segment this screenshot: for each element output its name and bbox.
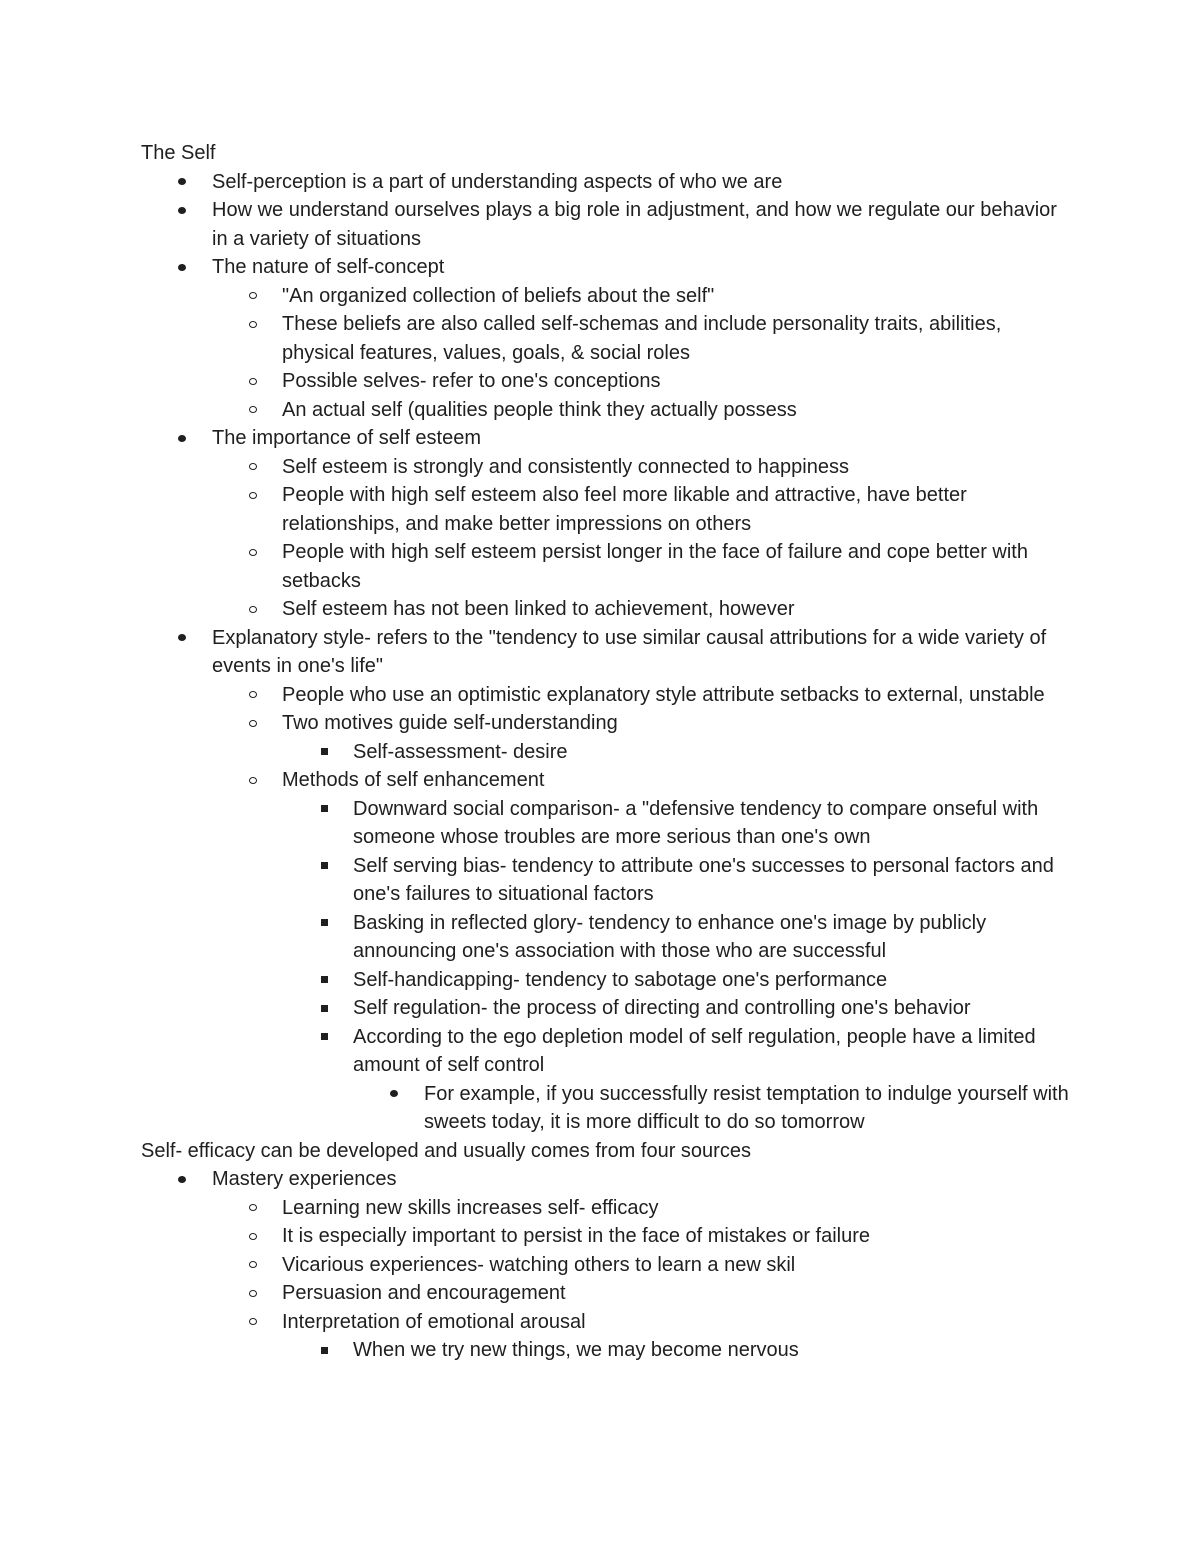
hollow-circle-icon xyxy=(246,1222,260,1251)
outline-item-level-1 xyxy=(212,253,1062,282)
filled-disc-icon xyxy=(175,624,189,653)
filled-square-icon xyxy=(317,852,331,881)
outline-item-level-2 xyxy=(282,367,1072,396)
outline-item-text: These beliefs are also called self-schemas and include personality traits, abilities, physical features, values, goals, & social roles xyxy=(282,313,1002,364)
outline-item-level-4 xyxy=(424,1080,1074,1137)
filled-disc-icon xyxy=(175,196,189,225)
filled-disc-icon xyxy=(175,253,189,282)
document-page xyxy=(0,139,1200,1365)
outline-item-text: When we try new things, we may become nervous xyxy=(353,1339,799,1361)
outline-item-text: Mastery experiences xyxy=(212,1168,397,1190)
outline-item-text: Persuasion and encouragement xyxy=(282,1282,566,1304)
filled-disc-icon xyxy=(175,168,189,197)
outline-item-text: How we understand ourselves plays a big role in adjustment, and how we regulate our behavior in a variety of situations xyxy=(212,199,1057,250)
outline-item-level-3 xyxy=(353,994,1073,1023)
outline-item-text: Methods of self enhancement xyxy=(282,769,545,791)
outline-item-level-2 xyxy=(282,538,1072,595)
hollow-circle-icon xyxy=(246,766,260,795)
outline-list-self-efficacy xyxy=(0,1165,1200,1365)
outline-item-level-2 xyxy=(282,1222,1072,1251)
outline-item-text: Interpretation of emotional arousal xyxy=(282,1310,586,1333)
outline-item-level-1 xyxy=(212,1165,1062,1194)
outline-item-level-2 xyxy=(282,481,1072,538)
hollow-circle-icon xyxy=(246,1194,260,1223)
hollow-circle-icon xyxy=(246,282,260,311)
outline-item-text: Self serving bias- tendency to attribute one's successes to personal factors and one's failures to situational factors xyxy=(353,854,1054,905)
outline-item-level-2 xyxy=(282,396,1072,425)
outline-item-level-1 xyxy=(212,168,1062,197)
outline-item-level-1 xyxy=(212,424,1062,453)
hollow-circle-icon xyxy=(246,595,260,624)
section-heading-self-efficacy: Self- efficacy can be developed and usually comes from four sources xyxy=(141,1139,751,1162)
outline-item-text: Self esteem is strongly and consistently connected to happiness xyxy=(282,455,849,478)
hollow-circle-icon xyxy=(246,681,260,710)
outline-item-text: The importance of self esteem xyxy=(212,427,482,449)
outline-item-text: The nature of self-concept xyxy=(212,256,445,278)
outline-list-the-self xyxy=(0,168,1200,1137)
outline-item-text: Vicarious experiences- watching others to learn a new skil xyxy=(282,1253,796,1276)
outline-item-text: Learning new skills increases self- efficacy xyxy=(282,1196,659,1219)
outline-item-text: Possible selves- refer to one's conceptions xyxy=(282,370,661,392)
outline-item-level-2 xyxy=(282,1279,1072,1308)
filled-square-icon xyxy=(317,966,331,995)
outline-item-text: Self regulation- the process of directing and controlling one's behavior xyxy=(353,997,971,1019)
outline-item-level-2 xyxy=(282,1308,1072,1337)
outline-item-level-2 xyxy=(282,310,1072,367)
outline-item-level-2 xyxy=(282,681,1072,710)
outline-item-level-2 xyxy=(282,1251,1072,1280)
filled-square-icon xyxy=(317,909,331,938)
hollow-circle-icon xyxy=(246,1308,260,1337)
hollow-circle-icon xyxy=(246,709,260,738)
outline-item-level-2 xyxy=(282,595,1072,624)
outline-item-level-2 xyxy=(282,766,1072,795)
outline-item-text: Self-perception is a part of understanding aspects of who we are xyxy=(212,170,783,193)
filled-disc-icon xyxy=(175,424,189,453)
outline-item-text: Self-assessment- desire xyxy=(353,740,568,763)
outline-item-text: Self-handicapping- tendency to sabotage one's performance xyxy=(353,968,888,991)
outline-item-text: Basking in reflected glory- tendency to enhance one's image by publicly announcing one's association with those who are successful xyxy=(353,911,987,962)
hollow-circle-icon xyxy=(246,1279,260,1308)
outline-item-level-3 xyxy=(353,795,1073,852)
outline-item-level-2 xyxy=(282,282,1072,311)
outline-item-text: Two motives guide self-understanding xyxy=(282,712,618,734)
outline-item-text: It is especially important to persist in the face of mistakes or failure xyxy=(282,1225,871,1247)
outline-item-level-3 xyxy=(353,1023,1073,1080)
filled-square-icon xyxy=(317,1023,331,1052)
filled-disc-icon xyxy=(175,1165,189,1194)
outline-item-level-2 xyxy=(282,709,1072,738)
outline-item-level-2 xyxy=(282,453,1072,482)
outline-item-text: People with high self esteem also feel more likable and attractive, have better relationships, and make better impressions on others xyxy=(282,484,967,535)
outline-item-level-3 xyxy=(353,966,1073,995)
outline-item-text: Downward social comparison- a "defensive tendency to compare onseful with someone whose troubles are more serious than one's own xyxy=(353,797,1039,848)
hollow-circle-icon xyxy=(246,310,260,339)
outline-item-level-3 xyxy=(353,1336,1073,1365)
outline-item-text: "An organized collection of beliefs about the self" xyxy=(282,284,715,307)
outline-item-text: People who use an optimistic explanatory style attribute setbacks to external, unstable xyxy=(282,683,1045,706)
hollow-circle-icon xyxy=(246,481,260,510)
section-heading-the-self: The Self xyxy=(141,142,216,164)
outline-item-level-2 xyxy=(282,1194,1072,1223)
hollow-circle-icon xyxy=(246,453,260,482)
outline-item-text: Self esteem has not been linked to achievement, however xyxy=(282,598,795,620)
outline-item-level-3 xyxy=(353,738,1073,767)
filled-square-icon xyxy=(317,1336,331,1365)
outline-item-text: An actual self (qualities people think they actually possess xyxy=(282,398,797,421)
hollow-circle-icon xyxy=(246,396,260,425)
hollow-circle-icon xyxy=(246,367,260,396)
outline-item-text: Explanatory style- refers to the "tendency to use similar causal attributions for a wide variety of events in one's life" xyxy=(212,626,1047,677)
outline-item-text: According to the ego depletion model of self regulation, people have a limited amount of self control xyxy=(353,1025,1036,1076)
filled-square-icon xyxy=(317,994,331,1023)
hollow-circle-icon xyxy=(246,538,260,567)
filled-square-icon xyxy=(317,795,331,824)
outline-item-level-1 xyxy=(212,624,1062,681)
outline-item-text: For example, if you successfully resist temptation to indulge yourself with sweets today, it is more difficult to do so tomorrow xyxy=(424,1082,1069,1133)
filled-disc-icon xyxy=(387,1080,401,1109)
outline-item-level-3 xyxy=(353,852,1073,909)
outline-item-level-3 xyxy=(353,909,1073,966)
hollow-circle-icon xyxy=(246,1251,260,1280)
outline-item-text: People with high self esteem persist longer in the face of failure and cope better with setbacks xyxy=(282,541,1028,592)
outline-item-level-1 xyxy=(212,196,1062,253)
filled-square-icon xyxy=(317,738,331,767)
